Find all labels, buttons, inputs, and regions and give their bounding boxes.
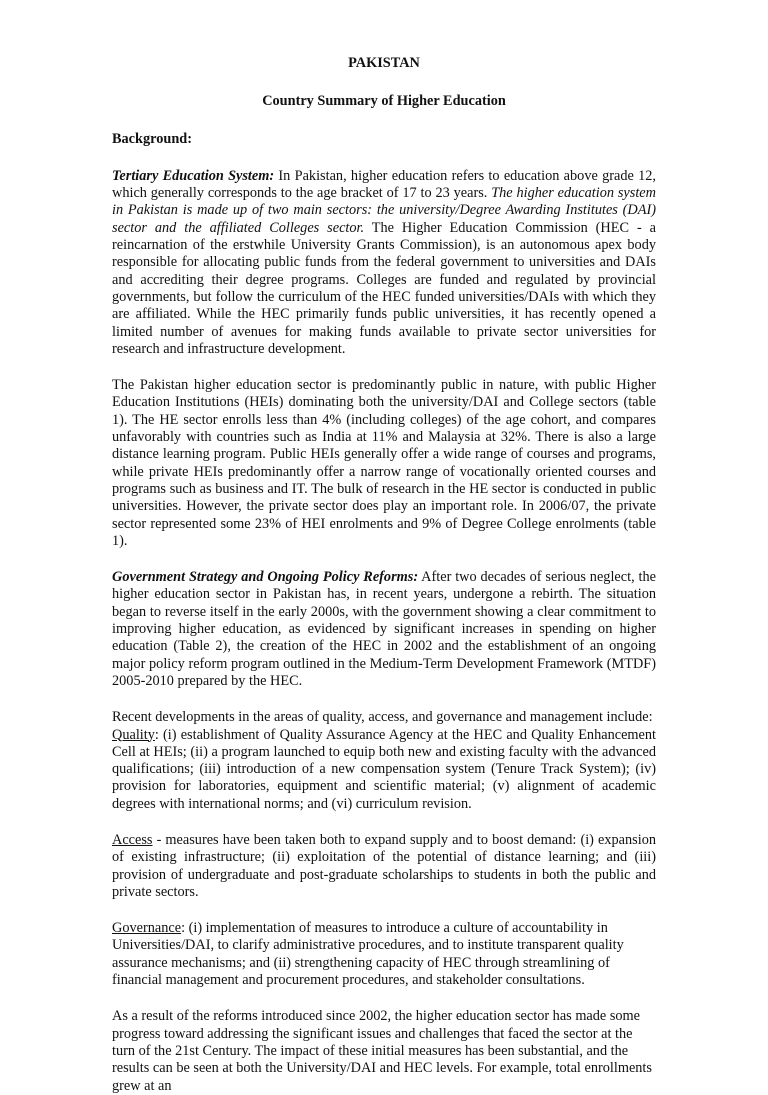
sector-paragraph: The Pakistan higher education sector is predominantly public in nature, with public Higher Education Institutions (HEIs) dominating both the university/DAI and College sectors (table 1). The HE sector enrolls less than 4% (including colleges) of the age cohort, and compares unfavorably with countries such as India at 11% and Malaysia at 32%. There is also a large distance learning program. Public HEIs generally offer a wide range of courses and programs, while private HEIs predominantly offer a narrow range of vocationally oriented courses and programs such as business and IT. The bulk of research in the HE sector is conducted in public universities. However, the private sector does play an important role. In 2006/07, the private sector represented some 23% of HEI enrolments and 9% of Degree College enrolments (table 1). — [112, 377, 656, 549]
government-strategy-text: After two decades of serious neglect, the higher education sector in Pakistan has, in recent years, undergone a rebirth. The situation began to reverse itself in the early 2000s, with the government showing a clear commitment to improving higher education, as evidenced by significant increases in spending on higher education (Table 2), the creation of the HEC in 2002 and the establishment of an ongoing major policy reform program outlined in the Medium-Term Development Framework (MTDF) 2005-2010 prepared by the HEC. — [112, 569, 656, 689]
government-strategy-lead: Government Strategy and Ongoing Policy Reforms: — [112, 569, 419, 586]
quality-paragraph — [112, 727, 656, 813]
access-paragraph — [112, 832, 656, 901]
access-label: Access — [112, 831, 153, 848]
governance-paragraph — [112, 920, 656, 989]
tertiary-education-lead: Tertiary Education System: — [112, 167, 275, 184]
quality-label: Quality — [112, 726, 155, 743]
quality-text: : (i) establishment of Quality Assurance Agency at the HEC and Quality Enhancement Cell at HEIs; (ii) a program launched to equip both new and existing faculty with the advanced qualifications; (iii) introduction of a new compensation system (Tenure Track System); (iv) provision for laboratories, equipment and scientific material; (v) alignment of academic degrees with international norms; and (vi) curriculum revision. — [112, 726, 656, 812]
reforms-result-paragraph: As a result of the reforms introduced since 2002, the higher education sector has made some progress toward addressing the significant issues and challenges that faced the sector at the turn of the 21st Century. The impact of these initial measures has been substantial, and the results can be seen at both the University/DAI and HEC levels. For example, total enrollments grew at an — [112, 1008, 652, 1094]
document-subtitle: Country Summary of Higher Education — [262, 93, 506, 110]
government-strategy-paragraph — [112, 569, 656, 690]
tertiary-education-paragraph — [112, 168, 656, 358]
tertiary-text-2: The Higher Education Commission (HEC - a reincarnation of the erstwhile University Grants Commission), is an autonomous apex body responsible for allocating public funds from the federal government to universities and DAIs and accrediting their degree programs. Colleges are funded and regulated by provincial governments, but follow the curriculum of the HEC funded universities/DAIs with which they are affiliated. While the HEC primarily funds public universities, it has recently opened a limited number of avenues for making funds available to private sector universities for research and infrastructure development. — [112, 219, 656, 357]
access-text: - measures have been taken both to expand supply and to boost demand: (i) expansion of existing infrastructure; (ii) exploitation of the potential of distance learning; and (iii) provision of undergraduate and post-graduate scholarships to students in both the public and private sectors. — [112, 831, 656, 900]
tertiary-text-1: In Pakistan, higher education refers to education above grade 12, which generally corresponds to the age bracket of 17 to 23 years. — [112, 167, 656, 202]
tertiary-italic-text: The higher education system in Pakistan is made up of two main sectors: the university/Degree Awarding Institutes (DAI) sector and the affiliated Colleges sector. — [112, 185, 656, 236]
document-title: PAKISTAN — [348, 55, 420, 71]
background-heading: Background: — [112, 130, 192, 147]
governance-label: Governance — [112, 920, 182, 937]
governance-text: : (i) implementation of measures to introduce a culture of accountability in Universities/DAI, to clarify administrative procedures, and to institute transparent quality assurance mechanisms; and (ii) strengthening capacity of HEC through streamlining of financial management and procurement procedures, and stakeholder consultations. — [112, 920, 624, 989]
recent-developments-intro: Recent developments in the areas of quality, access, and governance and management include: — [112, 709, 653, 726]
